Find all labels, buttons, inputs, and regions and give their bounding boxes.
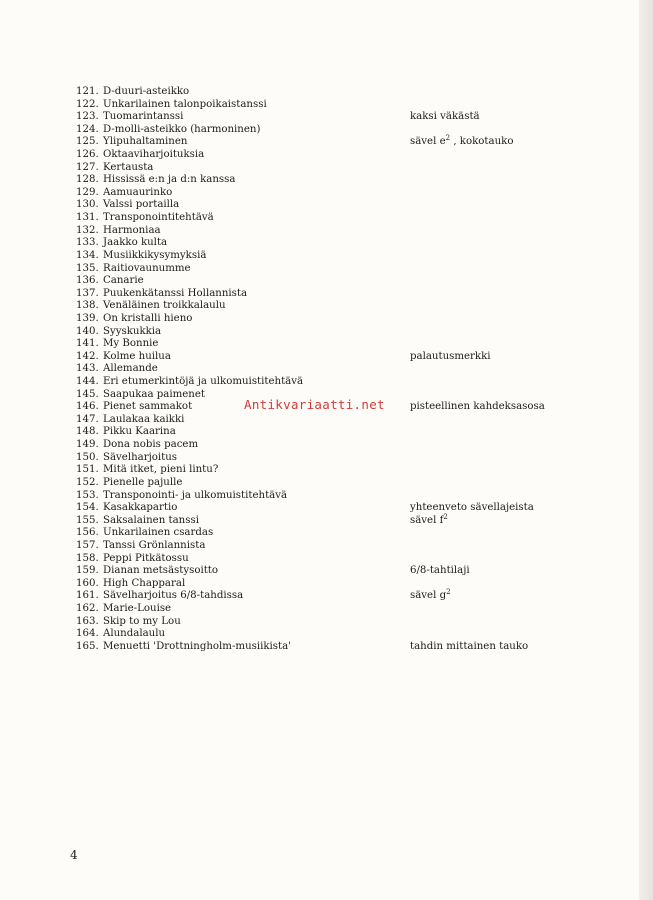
- item-number: 146.: [76, 401, 99, 413]
- item-note: [410, 590, 451, 603]
- list-item: [76, 490, 546, 503]
- item-note: [410, 136, 513, 149]
- item-number: 153.: [76, 489, 99, 501]
- list-item: [76, 628, 546, 641]
- list-item: [76, 263, 546, 276]
- list-item: [76, 149, 546, 162]
- list-item: [76, 616, 546, 629]
- item-number: 124.: [76, 123, 99, 135]
- list-item: [76, 250, 546, 263]
- item-number: 162.: [76, 602, 99, 614]
- item-title: Ylipuhaltaminen: [103, 136, 188, 148]
- item-number: 125.: [76, 136, 99, 148]
- item-number: 137.: [76, 287, 99, 299]
- item-title: Tuomarintanssi: [103, 111, 184, 123]
- list-item: [76, 553, 546, 566]
- item-title: Venäläinen troikkalaulu: [103, 300, 226, 312]
- note-text: sävel e: [410, 136, 446, 148]
- list-item: [76, 363, 546, 376]
- list-item: [76, 590, 546, 603]
- item-title: Unkarilainen talonpoikaistanssi: [103, 98, 267, 110]
- item-title: Raitiovaunumme: [103, 262, 191, 274]
- list-item: [76, 212, 546, 225]
- note-text: palautusmerkki: [410, 350, 491, 362]
- item-title: Peppi Pitkätossu: [103, 552, 189, 564]
- item-title: Pienelle pajulle: [103, 476, 183, 488]
- list-item: [76, 124, 546, 137]
- item-title: Kertausta: [103, 161, 154, 173]
- note-superscript: 2: [446, 588, 451, 597]
- list-item: [76, 603, 546, 616]
- item-title: Canarie: [103, 275, 144, 287]
- item-title: Transponointi- ja ulkomuistitehtävä: [103, 489, 288, 501]
- item-title: Sävelharjoitus 6/8-tahdissa: [103, 590, 244, 602]
- list-item: [76, 414, 546, 427]
- item-number: 150.: [76, 451, 99, 463]
- item-number: 149.: [76, 439, 99, 451]
- item-title: Puukenkätanssi Hollannista: [103, 287, 248, 299]
- item-number: 126.: [76, 149, 99, 161]
- list-item: [76, 300, 546, 313]
- item-title: High Chapparal: [103, 577, 186, 589]
- list-item: [76, 162, 546, 175]
- item-number: 134.: [76, 249, 99, 261]
- note-superscript: 2: [445, 134, 451, 143]
- item-title: Saapukaa paimenet: [103, 388, 205, 400]
- item-number: 145.: [76, 388, 99, 400]
- item-number: 163.: [76, 615, 99, 627]
- item-number: 161.: [76, 590, 99, 602]
- page-edge: [639, 0, 653, 900]
- item-title: Pikku Kaarina: [103, 426, 176, 438]
- item-number: 141.: [76, 338, 99, 350]
- item-number: 147.: [76, 413, 99, 425]
- item-title: Aamuaurinko: [103, 186, 173, 198]
- item-number: 127.: [76, 161, 99, 173]
- contents-list: [76, 86, 546, 653]
- item-title: Transponointitehtävä: [103, 212, 214, 224]
- item-title: On kristalli hieno: [103, 312, 193, 324]
- item-number: 155.: [76, 514, 99, 526]
- item-title: D-duuri-asteikko: [103, 86, 190, 97]
- item-number: 154.: [76, 502, 99, 514]
- item-title: Alundalaulu: [103, 628, 166, 640]
- watermark: Antikvariaatti.net: [244, 397, 385, 412]
- page-number: 4: [70, 848, 78, 862]
- list-item: [76, 641, 546, 654]
- list-item: [76, 313, 546, 326]
- item-title: Allemande: [103, 363, 158, 375]
- item-title: Kasakkapartio: [103, 502, 178, 514]
- list-item: [76, 225, 546, 238]
- note-text: yhteenveto sävellajeista: [410, 502, 534, 514]
- item-note: [410, 351, 491, 364]
- item-number: 135.: [76, 262, 99, 274]
- item-title: Mitä itket, pieni lintu?: [103, 464, 219, 476]
- note-text: tahdin mittainen tauko: [410, 640, 529, 652]
- item-note: [410, 565, 470, 578]
- item-number: 139.: [76, 312, 99, 324]
- note-text: sävel f: [410, 514, 444, 526]
- item-number: 142.: [76, 350, 99, 362]
- list-item: [76, 565, 546, 578]
- item-title: D-molli-asteikko (harmoninen): [103, 123, 261, 135]
- item-number: 143.: [76, 363, 99, 375]
- list-item: [76, 174, 546, 187]
- item-title: Jaakko kulta: [103, 237, 168, 249]
- note-text: 6/8-tahtilaji: [410, 565, 470, 577]
- item-note: [410, 401, 545, 414]
- item-note: [410, 111, 480, 124]
- item-number: 164.: [76, 628, 99, 640]
- item-number: 152.: [76, 476, 99, 488]
- item-number: 159.: [76, 565, 99, 577]
- item-number: 156.: [76, 527, 99, 539]
- item-title: Menuetti 'Drottningholm-musiikista': [103, 640, 292, 652]
- list-item: [76, 99, 546, 112]
- list-item: [76, 338, 546, 351]
- list-item: [76, 187, 546, 200]
- list-item: [76, 136, 546, 149]
- list-item: [76, 452, 546, 465]
- note-text: pisteellinen kahdeksasosa: [410, 401, 545, 413]
- list-item: [76, 86, 546, 99]
- item-note: [410, 512, 448, 528]
- item-title: Harmoniaa: [103, 224, 161, 236]
- item-title: Marie-Louise: [103, 602, 172, 614]
- item-title: Dona nobis pacem: [103, 439, 199, 451]
- item-number: 123.: [76, 111, 99, 123]
- list-item: [76, 502, 546, 515]
- item-number: 157.: [76, 539, 99, 551]
- item-title: Valssi portailla: [103, 199, 180, 211]
- list-item: [76, 351, 546, 364]
- item-number: 132.: [76, 224, 99, 236]
- item-number: 122.: [76, 98, 99, 110]
- list-item: [76, 426, 546, 439]
- item-title: Oktaaviharjoituksia: [103, 149, 205, 161]
- item-title: Tanssi Grönlannista: [103, 539, 206, 551]
- list-item: [76, 199, 546, 212]
- item-number: 129.: [76, 186, 99, 198]
- note-text: kaksi väkästä: [410, 111, 480, 123]
- list-item: [76, 326, 546, 339]
- item-title: Eri etumerkintöjä ja ulkomuistitehtävä: [103, 376, 304, 388]
- list-item: [76, 540, 546, 553]
- list-item: [76, 111, 546, 124]
- note-text-after: , kokotauko: [450, 136, 514, 148]
- list-item: [76, 578, 546, 591]
- item-note: [410, 641, 528, 654]
- item-number: 165.: [76, 640, 99, 652]
- list-item: [76, 464, 546, 477]
- item-title: Unkarilainen csardas: [103, 527, 214, 539]
- list-item: [76, 439, 546, 452]
- item-title: Musiikkikysymyksiä: [103, 249, 207, 261]
- item-number: 138.: [76, 300, 99, 312]
- item-number: 133.: [76, 237, 99, 249]
- list-item: [76, 477, 546, 490]
- item-number: 148.: [76, 426, 99, 438]
- item-title: My Bonnie: [103, 338, 159, 350]
- item-title: Sävelharjoitus: [103, 451, 178, 463]
- list-item: [76, 376, 546, 389]
- note-superscript: 2: [443, 512, 448, 521]
- item-title: Syyskukkia: [103, 325, 162, 337]
- item-number: 130.: [76, 199, 99, 211]
- item-title: Pienet sammakot: [103, 401, 193, 413]
- item-number: 128.: [76, 174, 99, 186]
- list-item: [76, 288, 546, 301]
- item-note: [410, 502, 534, 515]
- list-item: [76, 527, 546, 540]
- item-title: Laulakaa kaikki: [103, 413, 185, 425]
- item-number: 151.: [76, 464, 99, 476]
- list-item: [76, 237, 546, 250]
- item-number: 140.: [76, 325, 99, 337]
- list-item: [76, 275, 546, 288]
- item-title: Dianan metsästysoitto: [103, 565, 219, 577]
- item-number: 136.: [76, 275, 99, 287]
- note-text: sävel g: [410, 590, 447, 602]
- item-number: 158.: [76, 552, 99, 564]
- item-number: 121.: [76, 86, 99, 97]
- item-title: Skip to my Lou: [103, 615, 181, 627]
- list-item: [76, 512, 546, 528]
- item-title: Hississä e:n ja d:n kanssa: [103, 174, 236, 186]
- item-number: 144.: [76, 376, 99, 388]
- item-title: Kolme huilua: [103, 350, 171, 362]
- item-number: 160.: [76, 577, 99, 589]
- item-number: 131.: [76, 212, 99, 224]
- item-title: Saksalainen tanssi: [103, 514, 199, 526]
